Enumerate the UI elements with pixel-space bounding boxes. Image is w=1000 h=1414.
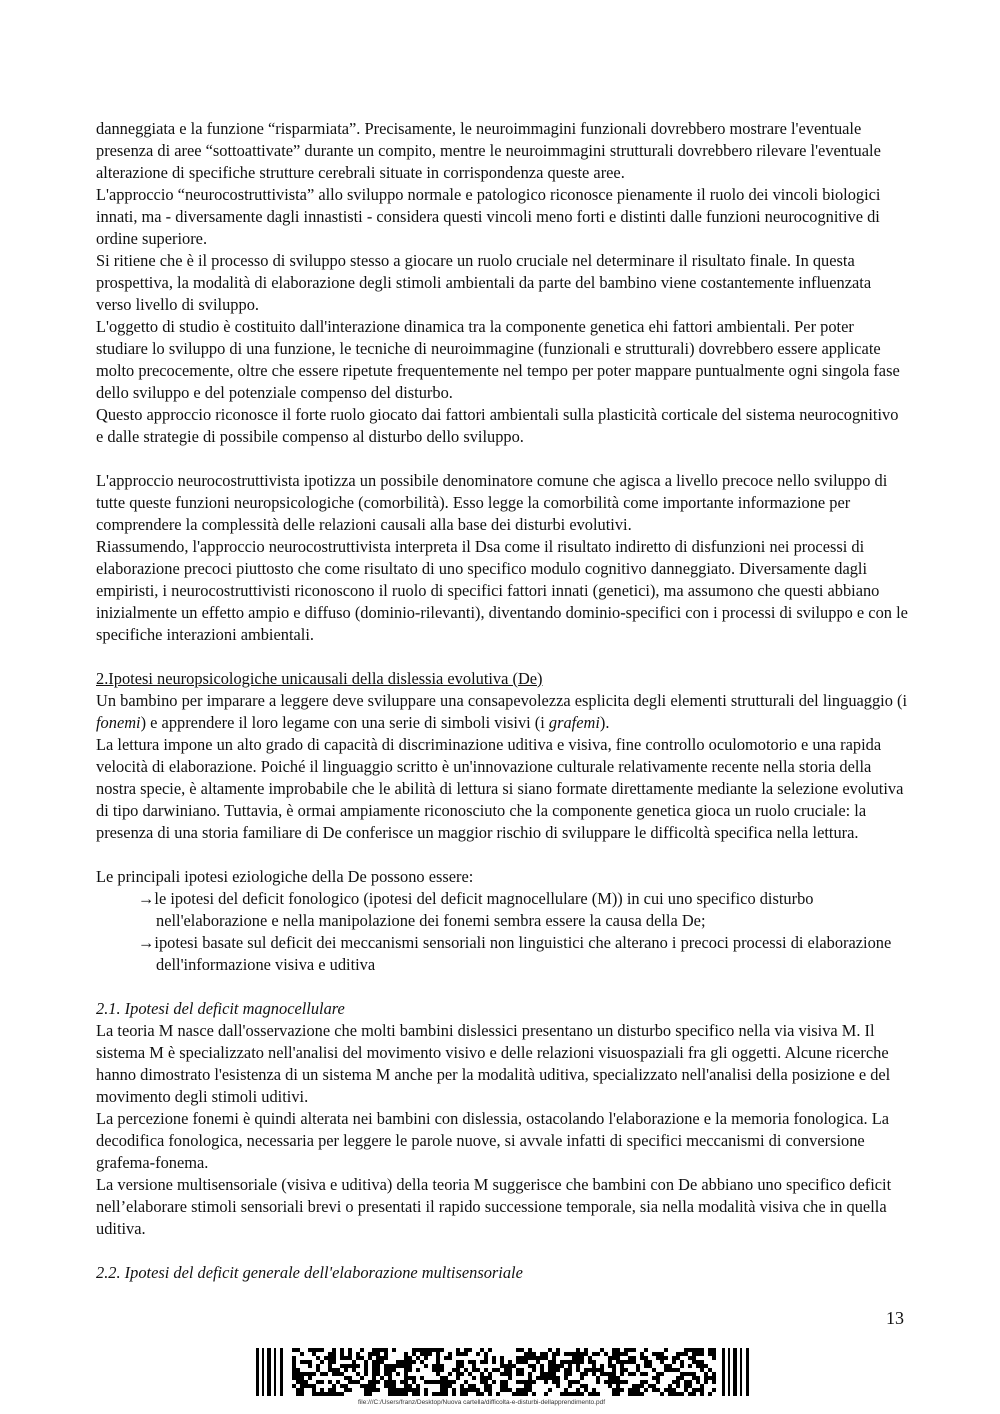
paragraph: La lettura impone un alto grado di capacità di discriminazione uditiva e visiva, fine controllo oculomotorio e una rapida velocità di elaborazione. Poiché il linguaggio scritto è un'innovazione culturale relativamente recente nella storia della nostra specie, è altamente improbabile che le abilità di lettura si siano formate direttamente mediante la selezione evolutiva di tipo darwiniano. Tuttavia, è ormai ampiamente riconosciuto che la componente genetica gioca un ruolo cruciale: la presenza di una storia familiare di De conferisce un maggior rischio di sviluppare le difficoltà specifica nella lettura. xyxy=(96,735,904,842)
paragraph-spacer xyxy=(96,976,908,998)
paragraph xyxy=(96,690,908,734)
italic-term: fonemi xyxy=(96,713,141,732)
paragraph: La percezione fonemi è quindi alterata nei bambini con dislessia, ostacolando l'elaborazione e la memoria fonologica. La decodifica fonologica, necessaria per leggere le parole nuove, si avvale infatti di specifici meccanismi di conversione grafema-fonema. xyxy=(96,1109,890,1172)
barcode-icon xyxy=(256,1348,750,1396)
paragraph: danneggiata e la funzione “risparmiata”. Precisamente, le neuroimmagini funzionali dovrebbero mostrare l'eventuale presenza di aree “sottoattivate” durante un compito, mentre le neuroimmagini strutturali dovrebbero rilevare l'eventuale alterazione di specifiche strutture cerebrali situate in corrispondenza queste aree. xyxy=(96,119,881,182)
paragraph: Questo approccio riconosce il forte ruolo giocato dai fattori ambientali sulla plasticità corticale del sistema neurocognitivo e dalle strategie di possibile compenso al disturbo dello sviluppo. xyxy=(96,405,899,446)
paragraph: L'approccio “neurocostruttivista” allo sviluppo normale e patologico riconosce pienamente il ruolo dei vincoli biologici innati, ma - diversamente dagli innastisti - considera questi vincoli meno forti e distinti dalle funzioni neurocognitive di ordine superiore. xyxy=(96,185,881,248)
paragraph: La versione multisensoriale (visiva e uditiva) della teoria M suggerisce che bambini con De abbiano uno specifico deficit nell’elaborare stimoli sensoriali brevi o presentati il rapido successione temporale, sia nella modalità visiva che in quella uditiva. xyxy=(96,1175,892,1238)
italic-term: grafemi xyxy=(548,713,600,732)
paragraph-spacer xyxy=(96,646,908,668)
paragraph: Si ritiene che è il processo di sviluppo stesso a giocare un ruolo cruciale nel determinare il risultato finale. In questa prospettiva, la modalità di elaborazione degli stimoli ambientali da parte del bambino viene costantemente influenzata verso livello di sviluppo. xyxy=(96,251,872,314)
list-item: →le ipotesi del deficit fonologico (ipotesi del deficit magnocellulare (M)) in cui uno specifico disturbo nell'elaborazione e nella manipolazione dei fonemi sembra essere la causa della De; xyxy=(138,889,814,930)
file-path-footer: file:///C:/Users/franz/Desktop/Nuova cartella/difficolta-e-disturbi-dellapprendimento.pdf xyxy=(358,1399,605,1406)
section-heading: 2.Ipotesi neuropsicologiche unicausali della dislessia evolutiva (De) xyxy=(96,669,543,688)
paragraph-spacer xyxy=(96,1240,908,1262)
page-number: 13 xyxy=(886,1308,904,1328)
text-run: ). xyxy=(599,713,610,732)
paragraph: L'oggetto di studio è costituito dall'interazione dinamica tra la componente genetica ehi fattori ambientali. Per poter studiare lo sviluppo di una funzione, le tecniche di neuroimmagine (funzionali e strutturali) dovrebbero essere applicate molto precocemente, oltre che essere ripetute frequentemente nel tempo per poter mappare puntualmente ogni singola fase dello sviluppo e del potenziale compenso del disturbo. xyxy=(96,317,900,402)
paragraph-spacer xyxy=(96,844,908,866)
paragraph-spacer xyxy=(96,448,908,470)
paragraph: L'approccio neurocostruttivista ipotizza un possibile denominatore comune che agisca a livello precoce nello sviluppo di tutte queste funzioni neuropsicologiche (comorbilità). Esso legge la comorbilità come importante informazione per comprendere la complessità delle relazioni causali alla base dei disturbi evolutivi. xyxy=(96,471,888,534)
paragraph: La teoria M nasce dall'osservazione che molti bambini dislessici presentano un disturbo specifico nella via visiva M. Il sistema M è specializzato nell'analisi del movimento visivo e delle relazioni visuospaziali fra gli oggetti. Alcune ricerche hanno dimostrato l'esistenza di un sistema M anche per la modalità uditiva, specializzato nell'analisi della posizione e del movimento degli stimoli uditivi. xyxy=(96,1021,891,1106)
document-body xyxy=(96,118,908,1284)
paragraph: Riassumendo, l'approccio neurocostruttivista interpreta il Dsa come il risultato indiretto di disfunzioni nei processi di elaborazione precoci piuttosto che come risultato di uno specifico modulo cognitivo danneggiato. Diversamente dagli empiristi, i neurocostruttivisti riconoscono il ruolo di specifici fattori innati (genetici), ma assumono che questi abbiano inizialmente un effetto ampio e diffuso (dominio-rilevanti), diventando dominio-specifici con i processi di sviluppo e con le specifiche interazioni ambientali. xyxy=(96,537,908,644)
list-item: →ipotesi basate sul deficit dei meccanismi sensoriali non linguistici che alterano i precoci processi di elaborazione dell'informazione visiva e uditiva xyxy=(138,933,892,974)
text-run: Un bambino per imparare a leggere deve sviluppare una consapevolezza esplicita degli elementi strutturali del linguaggio (i xyxy=(96,691,908,710)
paragraph: Le principali ipotesi eziologiche della De possono essere: xyxy=(96,867,474,886)
text-run: ) e apprendere il loro legame con una serie di simboli visivi (i xyxy=(140,713,549,732)
subsection-heading: 2.2. Ipotesi del deficit generale dell'elaborazione multisensoriale xyxy=(96,1263,523,1282)
subsection-heading: 2.1. Ipotesi del deficit magnocellulare xyxy=(96,999,345,1018)
